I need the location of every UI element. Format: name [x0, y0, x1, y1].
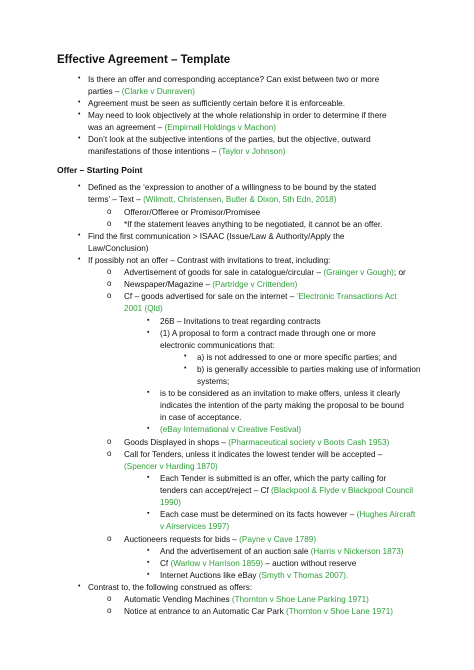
line-text: Agreement must be seen as sufficiently certain before it is enforceable.: [88, 99, 345, 108]
line-text: manifestations of those intentions –: [88, 147, 219, 156]
text-line: [124, 534, 316, 545]
line-text: a) is not addressed to one or more specific parties; and: [197, 353, 397, 362]
line-text: May need to look objectively at the whole relationship in order to determine if there: [88, 111, 387, 120]
line-text: was an agreement –: [88, 123, 165, 132]
case-citation: (Wilmott, Christensen, Butler & Dixon, 5th Edn, 2018): [143, 195, 337, 204]
text-line: [160, 424, 301, 435]
section-heading-offer: Offer – Starting Point: [57, 165, 143, 175]
case-citation: (Empirnall Holdings v Machon): [164, 123, 276, 132]
case-citation: 1990): [160, 498, 181, 507]
text-line: [124, 219, 382, 230]
text-line: [124, 303, 163, 314]
bullet-marker: o: [107, 207, 112, 216]
text-line: [124, 291, 397, 302]
text-line: [160, 340, 275, 351]
text-line: [160, 412, 241, 423]
bullet-marker: ▪: [147, 510, 150, 517]
bullet-marker: •: [184, 353, 187, 360]
text-line: [88, 122, 276, 133]
text-line: [88, 146, 286, 157]
case-citation: (Blackpool & Flyde v Blackpool Council: [271, 486, 414, 495]
line-text: b) is generally accessible to parties making use of information: [197, 365, 421, 374]
text-line: [124, 606, 393, 617]
line-text: Contrast to, the following construed as offers:: [88, 583, 253, 592]
text-line: [88, 182, 376, 193]
bullet-marker: ▪: [147, 329, 150, 336]
page-title: Effective Agreement – Template: [57, 54, 231, 66]
text-line: [160, 316, 321, 327]
line-text: Defined as the ‘expression to another of a willingness to be bound by the stated: [88, 183, 377, 192]
line-text: Don’t look at the subjective intentions of the parties, but the objective, outward: [88, 135, 371, 144]
text-line: [88, 134, 371, 145]
bullet-marker: o: [107, 606, 112, 615]
bullet-marker: •: [78, 183, 81, 190]
line-text: Each case must be determined on its facts however –: [160, 510, 357, 519]
bullet-marker: •: [78, 111, 81, 118]
bullet-marker: ▪: [147, 317, 150, 324]
case-citation: v Airservices 1997): [160, 522, 230, 531]
bullet-marker: •: [78, 232, 81, 239]
case-citation: (Grainger v Gough): [323, 268, 394, 277]
line-text: Internet Auctions like eBay: [160, 571, 259, 580]
text-line: [124, 449, 382, 460]
text-line: [160, 473, 386, 484]
bullet-marker: ▪: [147, 547, 150, 554]
line-text: Auctioneers requests for bids –: [124, 535, 240, 544]
text-line: [197, 364, 420, 375]
text-line: [160, 558, 356, 569]
bullet-marker: o: [107, 267, 112, 276]
case-citation: (Pharmaceutical society v Boots Cash 1953): [228, 438, 390, 447]
line-text: (1) A proposal to form a contract made through one or more: [160, 329, 376, 338]
line-text: Find the first communication > ISAAC (Issue/Law & Authority/Apply the: [88, 232, 345, 241]
line-text: – auction without reserve: [262, 559, 357, 568]
bullet-marker: ▪: [147, 559, 150, 566]
line-text: If possibly not an offer – Contrast with invitations to treat, including:: [88, 256, 331, 265]
text-line: [88, 231, 344, 242]
case-citation: ‘Electronic Transactions Act: [296, 292, 397, 301]
line-text: Call for Tenders, unless it indicates the lowest tender will be accepted –: [124, 450, 383, 459]
case-citation: (Warlow v Harrison 1859): [170, 559, 263, 568]
text-line: [197, 352, 397, 363]
bullet-marker: ▪: [147, 389, 150, 396]
bullet-marker: o: [107, 449, 112, 458]
line-text: tenders can accept/reject – Cf: [160, 486, 272, 495]
line-text: parties –: [88, 87, 122, 96]
case-citation: (Clarke v Dunraven): [121, 87, 195, 96]
line-text: Each Tender is submitted is an offer, which the party calling for: [160, 474, 387, 483]
text-line: [88, 74, 379, 85]
line-text: Law/Conclusion): [88, 244, 149, 253]
line-text: indicates the intention of the party making the proposal to be bound: [160, 401, 404, 410]
bullet-marker: o: [107, 279, 112, 288]
bullet-marker: ▪: [147, 571, 150, 578]
line-text: Offeror/Offeree or Promisor/Promisee: [124, 208, 261, 217]
text-line: [124, 267, 406, 278]
line-text: 26B – Invitations to treat regarding contracts: [160, 317, 321, 326]
text-line: [88, 582, 252, 593]
text-line: [160, 509, 415, 520]
line-text: Goods Displayed in shops –: [124, 438, 229, 447]
case-citation: (Partridge v Crittenden): [212, 280, 298, 289]
text-line: [88, 98, 345, 109]
line-text: is to be considered as an invitation to make offers, unless it clearly: [160, 389, 401, 398]
text-line: [160, 400, 404, 411]
bullet-marker: ▪: [147, 474, 150, 481]
text-line: [124, 279, 297, 290]
text-line: [160, 328, 376, 339]
case-citation: (eBay International v Creative Festival): [160, 425, 302, 434]
case-citation: 2001 (Qld): [124, 304, 163, 313]
bullet-marker: o: [107, 291, 112, 300]
text-line: [160, 570, 348, 581]
bullet-marker: ▪: [147, 425, 150, 432]
line-text: ; or: [393, 268, 406, 277]
case-citation: (Spencer v Harding 1870): [124, 462, 218, 471]
line-text: Newspaper/Magazine –: [124, 280, 213, 289]
text-line: [88, 255, 330, 266]
bullet-marker: o: [107, 219, 112, 228]
bullet-marker: o: [107, 437, 112, 446]
case-citation: (Thornton v Shoe Lane 1971): [286, 607, 393, 616]
text-line: [124, 437, 389, 448]
case-citation: (Hughes Aircraft: [356, 510, 416, 519]
text-line: [160, 546, 403, 557]
case-citation: (Harris v Nickerson 1873): [310, 547, 404, 556]
text-line: [160, 497, 181, 508]
bullet-marker: o: [107, 534, 112, 543]
bullet-marker: •: [78, 99, 81, 106]
line-text: systems;: [197, 377, 230, 386]
case-citation: (Taylor v Johnson): [218, 147, 286, 156]
text-line: [160, 388, 400, 399]
bullet-marker: •: [78, 583, 81, 590]
line-text: Is there an offer and corresponding acceptance? Can exist between two or more: [88, 75, 380, 84]
line-text: And the advertisement of an auction sale: [160, 547, 311, 556]
bullet-marker: o: [107, 594, 112, 603]
text-line: [88, 110, 387, 121]
case-citation: (Smyth v Thomas 2007).: [258, 571, 349, 580]
line-text: in case of acceptance.: [160, 413, 242, 422]
text-line: [88, 243, 149, 254]
text-line: [124, 461, 218, 472]
case-citation: (Payne v Cave 1789): [239, 535, 317, 544]
line-text: terms’ – Text –: [88, 195, 144, 204]
line-text: *If the statement leaves anything to be negotiated, it cannot be an offer.: [124, 220, 383, 229]
line-text: Notice at entrance to an Automatic Car Park: [124, 607, 287, 616]
line-text: Cf – goods advertised for sale on the internet –: [124, 292, 297, 301]
line-text: Cf: [160, 559, 171, 568]
line-text: Advertisement of goods for sale in catalogue/circular –: [124, 268, 324, 277]
bullet-marker: •: [184, 365, 187, 372]
text-line: [160, 485, 413, 496]
text-line: [88, 86, 195, 97]
line-text: electronic communications that:: [160, 341, 275, 350]
bullet-marker: •: [78, 135, 81, 142]
line-text: Automatic Vending Machines: [124, 595, 232, 604]
bullet-marker: •: [78, 75, 81, 82]
text-line: [88, 194, 336, 205]
bullet-marker: •: [78, 256, 81, 263]
text-line: [160, 521, 229, 532]
text-line: [124, 594, 369, 605]
case-citation: (Thornton v Shoe Lane Parking 1971): [231, 595, 369, 604]
text-line: [197, 376, 229, 387]
text-line: [124, 207, 260, 218]
